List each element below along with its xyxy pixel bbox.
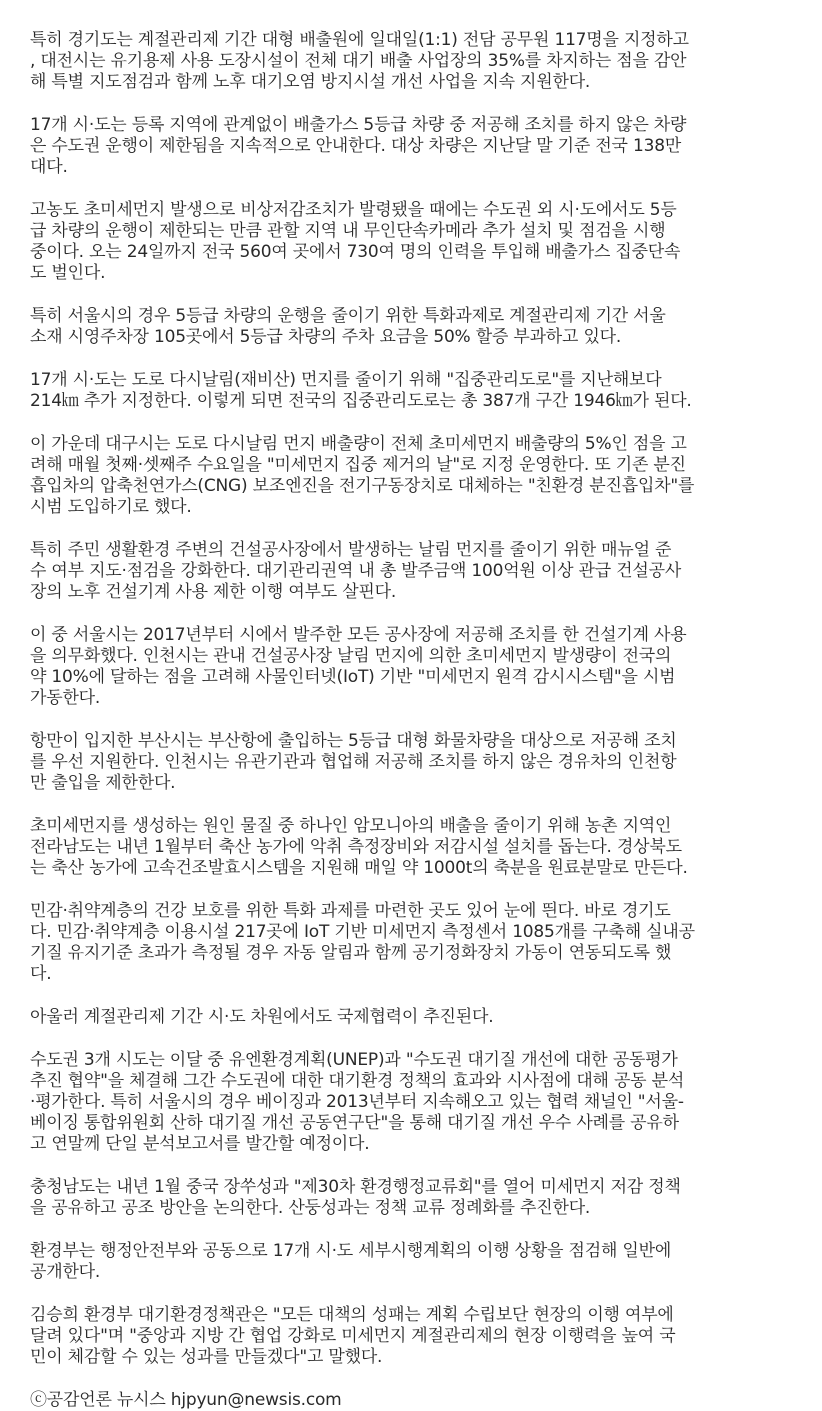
paragraph-6: 이 가운데 대구시는 도로 다시날림 먼지 배출량이 전체 초미세먼지 배출량의 5%인 점을 고 려해 매월 첫째·셋째주 수요일을 "미세먼지 집중 제거의 날"로 지정 운영한다. 또 기존 분진 흡입차의 압축천연가스(CNG) 보조엔진을 전기구동장치로 대체하는 "친환경 분진흡입차"를 시범 도입하기로 했다. — [30, 434, 695, 517]
paragraph-10: 초미세먼지를 생성하는 원인 물질 중 하나인 암모니아의 배출을 줄이기 위해 농촌 지역인 전라남도는 내년 1월부터 축산 농가에 악취 측정장비와 저감시설 설치를 돕는다. 경상북도 는 축산 농가에 고속건조발효시스템을 지원해 매일 약 1000t의 축분을 원료분말로 만든다. — [30, 816, 688, 878]
paragraph-14: 충청남도는 내년 1월 중국 장쑤성과 "제30차 환경행정교류회"를 열어 미세먼지 저감 정책 을 공유하고 공조 방안을 논의한다. 산둥성과는 정책 교류 정례화를 추진한다. — [30, 1177, 681, 1218]
paragraph-4: 특히 서울시의 경우 5등급 차량의 운행을 줄이기 위한 특화과제로 계절관리제 기간 서울 소재 시영주차장 105곳에서 5등급 차량의 주차 요금을 50% 할증 부과하고 있다. — [30, 306, 666, 347]
paragraph-13: 수도권 3개 시도는 이달 중 유엔환경계획(UNEP)과 "수도권 대기질 개선에 대한 공동평가 추진 협약"을 체결해 그간 수도권에 대한 대기환경 정책의 효과와 시사점에 대해 공동 분석 ·평가한다. 특히 서울시의 경우 베이징과 2013년부터 지속해오고 있는 협력 채널인 "서울- 베이징 통합위원회 산하 대기질 개선 공동연구단"을 통해 대기질 개선 우수 사례를 공유하 고 연말께 단일 분석보고서를 발간할 예정이다. — [30, 1050, 685, 1154]
paragraph-1: 특히 경기도는 계절관리제 기간 대형 배출원에 일대일(1:1) 전담 공무원 117명을 지정하고 , 대전시는 유기용제 사용 도장시설이 전체 대기 배출 사업장의 35%를 차지하는 점을 감안 해 특별 지도점검과 함께 노후 대기오염 방지시설 개선 사업을 지속 지원한다. — [30, 30, 689, 92]
paragraph-2: 17개 시·도는 등록 지역에 관계없이 배출가스 5등급 차량 중 저공해 조치를 하지 않은 차량 은 수도권 운행이 제한됨을 지속적으로 안내한다. 대상 차량은 지난달 말 기준 전국 138만 대다. — [30, 115, 687, 177]
paragraph-16: 김승희 환경부 대기환경정책관은 "모든 대책의 성패는 계획 수립보단 현장의 이행 여부에 달려 있다"며 "중앙과 지방 간 협업 강화로 미세먼지 계절관리제의 현장 이행력을 높여 국 민이 체감할 수 있는 성과를 만들겠다"고 말했다. — [30, 1305, 676, 1367]
article-body — [30, 30, 802, 1411]
paragraph-15: 환경부는 행정안전부와 공동으로 17개 시·도 세부시행계획의 이행 상황을 점검해 일반에 공개한다. — [30, 1241, 672, 1282]
copyright-byline: ⓒ공감언론 뉴시스 hjpyun@newsis.com — [30, 1390, 342, 1410]
paragraph-9: 항만이 입지한 부산시는 부산항에 출입하는 5등급 대형 화물차량을 대상으로 저공해 조치 를 우선 지원한다. 인천시는 유관기관과 협업해 저공해 조치를 하지 않은 경유차의 인천항 만 출입을 제한한다. — [30, 731, 677, 793]
paragraph-7: 특히 주민 생활환경 주변의 건설공사장에서 발생하는 날림 먼지를 줄이기 위한 매뉴얼 준 수 여부 지도·점검을 강화한다. 대기관리권역 내 총 발주금액 100억원 이상 관급 건설공사 장의 노후 건설기계 사용 제한 이행 여부도 살핀다. — [30, 540, 682, 602]
paragraph-11: 민감·취약계층의 건강 보호를 위한 특화 과제를 마련한 곳도 있어 눈에 띈다. 바로 경기도 다. 민감·취약계층 이용시설 217곳에 IoT 기반 미세먼지 측정센서 1085개를 구축해 실내공 기질 유지기준 초과가 측정될 경우 자동 알림과 함께 공기정화장치 가동이 연동되도록 했 다. — [30, 901, 695, 984]
paragraph-8: 이 중 서울시는 2017년부터 시에서 발주한 모든 공사장에 저공해 조치를 한 건설기계 사용 을 의무화했다. 인천시는 관내 건설공사장 날림 먼지에 의한 초미세먼지 발생량이 전국의 약 10%에 달하는 점을 고려해 사물인터넷(IoT) 기반 "미세먼지 원격 감시시스템"을 시범 가동한다. — [30, 625, 687, 708]
paragraph-5: 17개 시·도는 도로 다시날림(재비산) 먼지를 줄이기 위해 "집중관리도로"를 지난해보다 214㎞ 추가 지정한다. 이렇게 되면 전국의 집중관리도로는 총 387개 구간 1946㎞가 된다. — [30, 370, 692, 411]
paragraph-3: 고농도 초미세먼지 발생으로 비상저감조치가 발령됐을 때에는 수도권 외 시·도에서도 5등 급 차량의 운행이 제한되는 만큼 관할 지역 내 무인단속카메라 추가 설치 및 점검을 시행 중이다. 오는 24일까지 전국 560여 곳에서 730여 명의 인력을 투입해 배출가스 집중단속 도 벌인다. — [30, 200, 681, 283]
paragraph-12: 아울러 계절관리제 기간 시·도 차원에서도 국제협력이 추진된다. — [30, 1007, 494, 1027]
